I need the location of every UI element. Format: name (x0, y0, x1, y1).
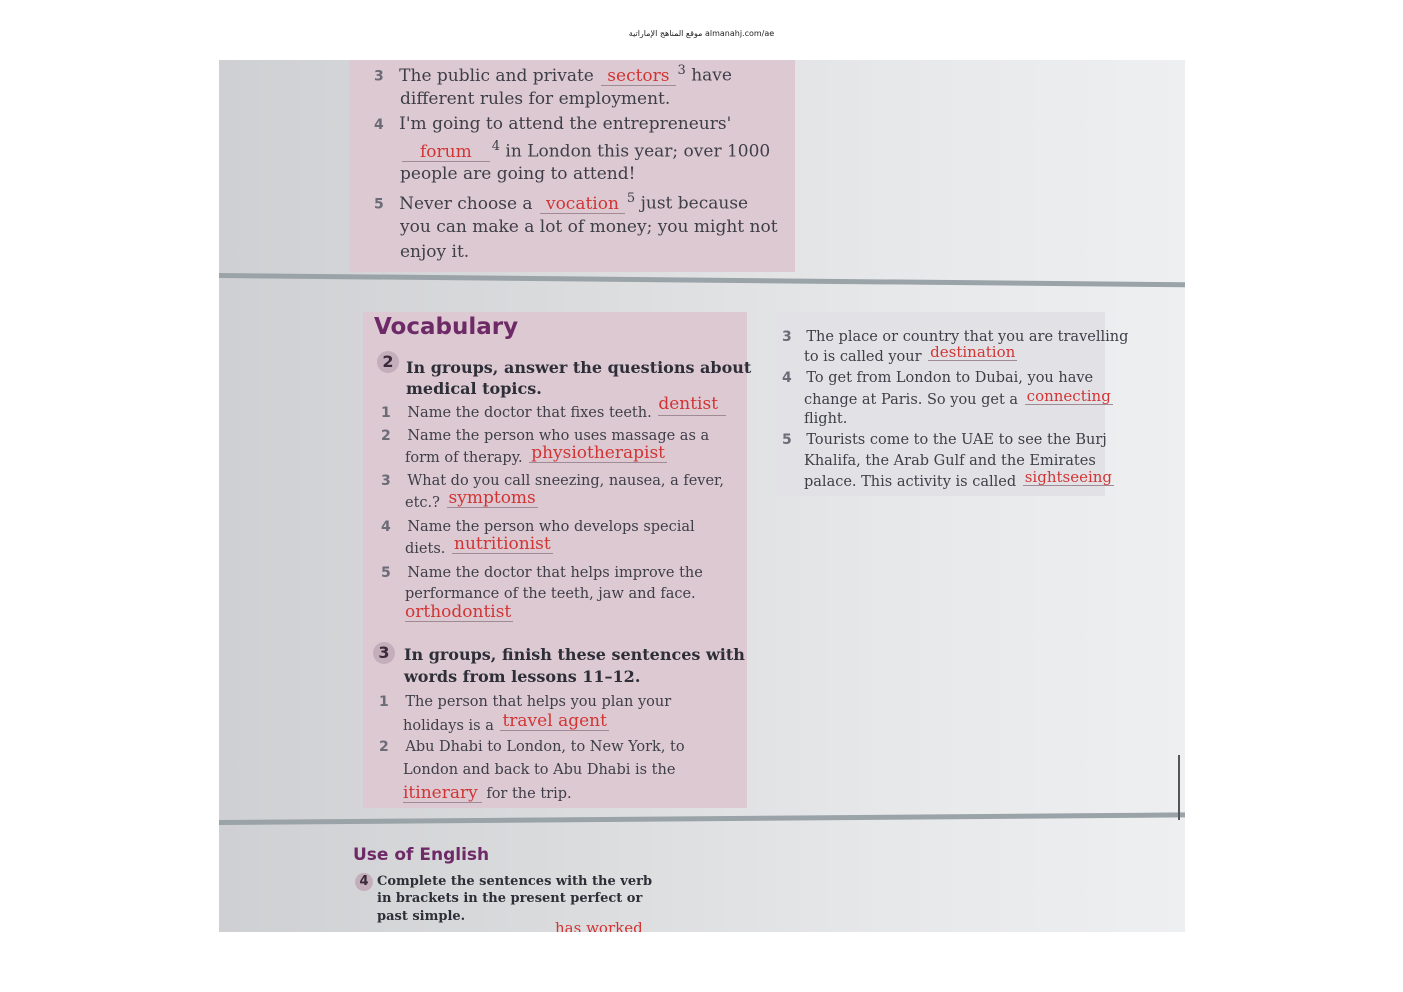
ex3-item-4-line2 (804, 387, 1115, 408)
ex3-item-2-line1 (379, 740, 685, 755)
top-item-4-line1 (374, 116, 731, 133)
top-item-3-line2: different rules for employment. (400, 89, 671, 109)
ex3-item-5-line2: Khalifa, the Arab Gulf and the Emirates (804, 453, 1096, 469)
site-header: موقع المناهج الإماراتية almanahj.com/ae (628, 29, 775, 38)
vocab-item-2-line2 (405, 443, 669, 467)
item-text-after: for the trip. (486, 786, 572, 802)
exercise-4-instruction-line3: past simple. (377, 909, 466, 924)
item-number: 3 (782, 329, 792, 345)
ex3-item-4-line3: flight. (804, 411, 848, 427)
answer-physiotherapist: physiotherapist (531, 443, 665, 463)
vocabulary-title: Vocabulary (374, 314, 519, 340)
item-text-after: in London this year; over 1000 (505, 141, 771, 162)
item-number: 4 (782, 370, 792, 386)
vocab-item-4-line1 (381, 520, 695, 535)
top-item-5-line1 (374, 192, 748, 214)
vocab-item-5-line2: performance of the teeth, jaw and face. (405, 586, 696, 602)
item-number: 5 (782, 432, 792, 448)
answer-travel-agent: travel agent (502, 711, 607, 731)
top-item-4-line2 (400, 140, 770, 162)
item-text: Abu Dhabi to London, to New York, to (405, 739, 685, 755)
exercise-4-instruction-line2: in brackets in the present perfect or (377, 891, 643, 906)
item-number: 3 (381, 473, 391, 489)
exercise-3-instruction-line2: words from lessons 11–12. (404, 667, 641, 686)
ex3-item-5-line1 (782, 433, 1107, 448)
ex3-item-2-line2: London and back to Abu Dhabi is the (403, 762, 676, 778)
item-number: 1 (381, 405, 391, 421)
ex3-item-1-line1 (379, 695, 671, 710)
exercise-4-badge: 4 (355, 873, 373, 891)
item-number: 2 (379, 739, 389, 755)
vocab-item-1 (381, 394, 728, 424)
vocab-item-5-line3 (405, 604, 513, 622)
item-text: The person that helps you plan your (405, 694, 672, 710)
item-text: The place or country that you are travelling (806, 329, 1129, 345)
item-number: 2 (381, 428, 391, 444)
vocab-item-5-line1 (381, 566, 703, 581)
exercise-3-instruction-line1: In groups, finish these sentences with (404, 645, 745, 664)
item-number: 5 (381, 565, 391, 581)
item-text: Name the person who uses massage as a (407, 428, 710, 444)
item-text: holidays is a (403, 718, 494, 734)
top-item-3-line1 (374, 64, 732, 86)
vocab-item-3-line1 (381, 474, 724, 489)
exercise-2-badge: 2 (377, 351, 399, 373)
answer-forum: forum (402, 144, 490, 162)
vocab-item-2-line1 (381, 429, 709, 444)
top-item-5-line2: you can make a lot of money; you might not (400, 217, 778, 237)
answer-symptoms: symptoms (448, 488, 536, 508)
exercise-2-instruction-line2: medical topics. (406, 379, 542, 398)
answer-sightseeing: sightseeing (1024, 468, 1113, 486)
textbook-photo (219, 60, 1185, 932)
item-number: 1 (379, 694, 389, 710)
answer-nutritionist: nutritionist (454, 534, 551, 554)
exercise-3-badge: 3 (373, 642, 395, 664)
item-text: etc.? (405, 495, 440, 511)
ex3-item-3-line2 (804, 343, 1019, 365)
footnote-mark: 3 (677, 63, 686, 78)
item-text: What do you call sneezing, nausea, a fever, (407, 473, 725, 489)
item-text: diets. (405, 541, 446, 557)
answer-vocation: vocation (540, 196, 625, 214)
scrollbar-indicator (1178, 755, 1180, 820)
ex3-item-5-line3 (804, 468, 1116, 490)
footnote-mark: 4 (491, 139, 501, 154)
divider-top (219, 273, 1185, 287)
item-number: 5 (374, 196, 384, 213)
answer-orthodontist: orthodontist (405, 602, 512, 622)
answer-connecting: connecting (1026, 387, 1111, 405)
answer-sectors: sectors (601, 68, 675, 86)
item-number: 3 (374, 68, 384, 85)
item-text: Name the person who develops special (407, 519, 695, 535)
item-text: form of therapy. (405, 450, 523, 466)
item-text: Name the doctor that helps improve the (407, 565, 703, 581)
item-number: 4 (374, 117, 384, 133)
answer-destination: destination (930, 343, 1016, 361)
item-text: To get from London to Dubai, you have (806, 370, 1094, 386)
item-text: Name the doctor that fixes teeth. (407, 405, 652, 421)
vocab-item-3-line2 (405, 488, 540, 512)
ex3-item-1-line2 (403, 711, 611, 735)
item-text: change at Paris. So you get a (804, 392, 1019, 408)
item-text: I'm going to attend the entrepreneurs' (399, 114, 732, 134)
item-number: 4 (381, 519, 391, 535)
vocab-item-4-line2 (405, 534, 555, 558)
item-text: Never choose a (399, 193, 533, 214)
footnote-mark: 5 (626, 191, 636, 206)
use-of-english-title: Use of English (353, 845, 490, 865)
answer-itinerary: itinerary (403, 785, 482, 803)
ex3-item-2-line3 (403, 785, 572, 803)
ex4-partial-answer (553, 920, 645, 932)
ex3-item-4-line1 (782, 371, 1093, 386)
item-text: palace. This activity is called (804, 474, 1017, 490)
item-text-after: just because (640, 193, 749, 214)
top-item-5-line3: enjoy it. (400, 242, 470, 262)
item-text: to is called your (804, 349, 922, 365)
answer-has-worked: has worked (555, 921, 643, 932)
divider-bottom (219, 812, 1185, 825)
top-item-4-line3: people are going to attend! (400, 164, 636, 184)
item-text: Tourists come to the UAE to see the Burj (806, 432, 1107, 448)
item-text-after: have (691, 65, 732, 86)
item-text: The public and private (399, 65, 594, 86)
exercise-4-instruction-line1: Complete the sentences with the verb (377, 874, 653, 889)
answer-dentist: dentist (658, 396, 726, 416)
exercise-2-instruction-line1: In groups, answer the questions about (406, 358, 752, 377)
